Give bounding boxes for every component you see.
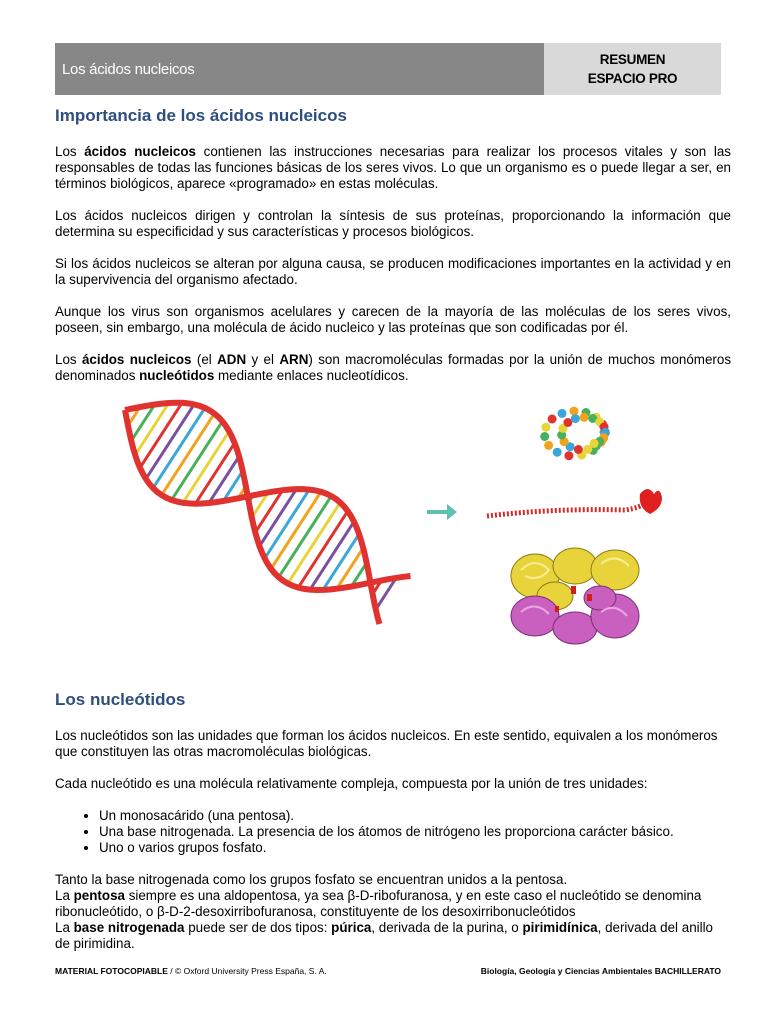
text-span: (el — [191, 352, 218, 367]
amino-acid-bead — [571, 414, 580, 423]
main-content — [55, 106, 731, 952]
base-pair — [265, 490, 310, 559]
bold-term: base nitrogenada — [73, 920, 185, 935]
section2-heading: Los nucleótidos — [55, 690, 186, 709]
polypeptide-chain-icon — [540, 407, 610, 461]
base-pair — [183, 431, 229, 503]
text-span: Los — [55, 352, 82, 367]
list-item: • Uno o varios grupos fosfato. — [99, 840, 731, 856]
list-item: • Una base nitrogenada. La presencia de los átomos de nitrógeno les proporciona carácter básico. — [99, 824, 731, 840]
text-span: puede ser de dos tipos: — [184, 920, 332, 935]
section2-closing — [55, 872, 731, 952]
amino-acid-bead — [558, 409, 567, 418]
closing-line1: Tanto la base nitrogenada como los grupos fosfato se encuentran unidos a la pentosa. — [55, 872, 568, 887]
base-pair — [162, 414, 215, 496]
linear-chain-icon — [487, 489, 662, 516]
nucleic-acid-illustration — [55, 390, 731, 680]
base-pair — [298, 511, 347, 587]
bold-term: ARN — [279, 352, 309, 367]
footer-left-rest: / © Oxford University Press España, S. A. — [167, 966, 327, 976]
text-span: , derivada de la purina, o — [371, 920, 523, 935]
footer-left — [55, 966, 327, 976]
text-span: La — [55, 920, 74, 935]
amino-acid-bead — [590, 439, 599, 448]
section1-paragraph4: Aunque los virus son organismos acelulares y carecen de la mayoría de las moléculas de los seres vivos, poseen, sin embargo, una molécula de ácido nucleico y las proteínas que son codificadas por él. — [55, 304, 731, 335]
header-badge — [544, 43, 721, 95]
amino-acid-bead — [541, 423, 550, 432]
text-span: siempre es una aldopentosa, ya sea β-D-ribofuranosa, y en este caso el nucleótido se denomina ribonucleótido, o β-D-2-desoxirribofuranosa, constituyente de los desoxirribonucleótidos — [55, 888, 702, 919]
list-item: • Un monosacárido (una pentosa). — [99, 808, 731, 824]
nucleic-acid-figure — [55, 390, 731, 680]
badge-line2: ESPACIO PRO — [587, 71, 678, 86]
closing-line2 — [55, 888, 731, 920]
section2-paragraph1: Los nucleótidos son las unidades que forman los ácidos nucleicos. En este sentido, equivalen a los monómeros que constituyen las otras macromoléculas biológicas. — [55, 728, 718, 759]
footer-left-bold: MATERIAL FOTOCOPIABLE — [55, 966, 168, 976]
base-pair — [271, 492, 321, 569]
text-span: , derivada del anillo de pirimidina. — [55, 920, 714, 951]
base-pair — [153, 408, 205, 488]
bold-term: pentosa — [73, 888, 125, 903]
amino-acid-bead — [553, 448, 562, 457]
base-pair — [146, 404, 194, 479]
text-span: contienen las instrucciones necesarias para realizar los procesos vitales y son las responsables de todas las funciones básicas de los seres vivos. Lo que un organismo es o puede llegar a ser, en términos biológicos, aparece «programado» en estas moléculas. — [55, 144, 731, 191]
bold-term: nucleótidos — [139, 368, 215, 383]
section1-paragraph3: Si los ácidos nucleicos se alteran por alguna causa, se producen modificaciones importantes en la actividad y en la supervivencia del organismo afectado. — [55, 256, 731, 287]
amino-acid-bead — [580, 413, 589, 422]
bold-term: ácidos nucleicos — [81, 352, 192, 367]
text-span: mediante enlaces nucleotídicos. — [214, 368, 409, 383]
bold-term: ADN — [217, 352, 247, 367]
arrow-icon — [427, 504, 457, 520]
amino-acid-bead — [540, 432, 549, 441]
amino-acid-bead — [548, 415, 557, 424]
amino-acid-bead — [570, 407, 579, 416]
section2-paragraph2: Cada nucleótido es una molécula relativamente compleja, compuesta por la unión de tres unidades: — [55, 776, 648, 791]
bold-term: púrica — [331, 920, 372, 935]
folded-protein-icon — [511, 548, 639, 644]
text-span: Los — [55, 144, 85, 159]
base-pair — [279, 496, 332, 577]
dna-helix-icon — [125, 403, 411, 624]
section1-heading: Importancia de los ácidos nucleicos — [55, 106, 347, 125]
amino-acid-bead — [564, 451, 573, 460]
page-header — [55, 43, 721, 95]
section1-paragraph1 — [55, 144, 731, 192]
amino-acid-bead — [544, 441, 553, 450]
section1-paragraph5 — [55, 352, 731, 384]
components-list — [55, 808, 731, 856]
page-footer — [55, 966, 721, 976]
text-span: ) son macromoléculas formadas por la unión de muchos monómeros denominados — [55, 352, 732, 383]
base-pair — [172, 421, 223, 500]
bold-term: ácidos nucleicos — [84, 144, 197, 159]
amino-acid-bead — [574, 445, 583, 454]
footer-right: Biología, Geología y Ciencias Ambientales BACHILLERATO — [480, 966, 721, 976]
badge-line1: RESUMEN — [599, 52, 666, 67]
bold-term: pirimidínica — [522, 920, 598, 935]
text-span: La — [55, 888, 74, 903]
base-pair — [310, 522, 354, 590]
base-pair — [288, 503, 340, 584]
text-span: y el — [246, 352, 280, 367]
section1-paragraph2: Los ácidos nucleicos dirigen y controlan la síntesis de sus proteínas, proporcionando la información que determina su especificidad y sus características y procesos biológicos. — [55, 208, 731, 239]
closing-line3 — [55, 920, 731, 952]
header-title: Los ácidos nucleicos — [55, 43, 544, 95]
